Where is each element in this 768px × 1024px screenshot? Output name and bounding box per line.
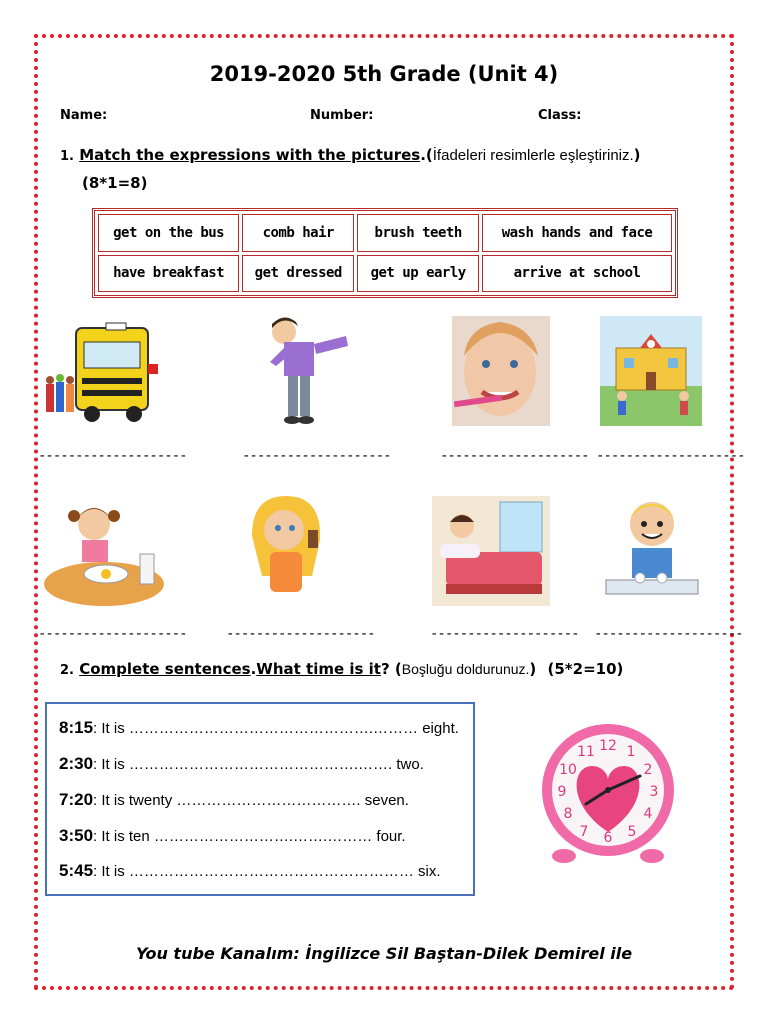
q2-question: What time is it [256,660,381,678]
sentence-start: : It is [93,863,129,880]
q2-turkish: Boşluğu doldurunuz. [401,661,530,677]
class-label: Class: [538,108,582,123]
boy-washing-hands-picture [602,494,702,604]
q2-paren-close: ) [529,660,537,678]
sentences-box [45,702,475,896]
q1-turkish: İfadeleri resimlerle eşleştiriniz. [432,147,634,164]
answer-blank[interactable]: -------------------- [38,448,187,464]
alarm-clock-picture [536,722,680,866]
sentence-row [59,826,406,846]
fill-blank[interactable]: ………………………………………….……… [128,720,419,737]
fill-blank[interactable]: ……………………….…….……… [153,828,373,845]
answer-blank[interactable]: -------------------- [242,448,391,464]
q1-instruction: Match the expressions with the pictures [79,146,421,164]
q2-question-mark: ? [380,660,390,678]
name-label: Name: [60,108,108,123]
q2-period: . [250,660,257,678]
q2-number: 2. [60,663,74,678]
expression-cell: arrive at school [482,255,672,293]
clock-number: 10 [559,762,577,778]
expressions-table [92,208,678,298]
fill-blank[interactable]: ………………………………………………… [128,863,414,880]
time-label: 3:50 [59,826,94,845]
sentence-end: eight. [418,720,459,737]
clock-number: 7 [579,824,589,840]
sentence-start: : It is twenty [93,792,177,809]
answer-blank[interactable]: -------------------- [440,448,589,464]
table-row [98,214,672,252]
clock-number: 11 [577,744,595,760]
boy-dressing-picture [262,314,350,426]
q1-number: 1. [60,149,74,164]
clock-number: 6 [603,830,613,846]
worksheet-title: 2019-2020 5th Grade (Unit 4) [209,62,559,86]
expression-cell: get up early [357,255,479,293]
clock-number: 1 [626,744,636,760]
sentence-row [59,861,441,881]
answer-blank[interactable]: -------------------- [594,626,743,642]
sentence-end: four. [372,828,406,845]
expression-cell: get dressed [242,255,354,293]
sentence-start: : It is [93,756,129,773]
time-label: 7:20 [59,790,94,809]
school-building-picture [600,316,702,426]
number-label: Number: [310,108,374,123]
school-bus-picture [42,318,164,426]
sentence-end: six. [413,863,441,880]
answer-blank[interactable]: -------------------- [226,626,375,642]
girl-breakfast-picture [44,498,170,606]
footer-credit: You tube Kanalım: İngilizce Sil Baştan-Dilek Demirel ile [135,944,633,963]
q2-instruction: Complete sentences [79,660,251,678]
answer-blank[interactable]: -------------------- [430,626,579,642]
sentence-row [59,718,459,738]
sentence-start: : It is ten [93,828,154,845]
q2-points: (5*2=10) [547,660,624,678]
time-label: 5:45 [59,861,94,880]
expression-cell: brush teeth [357,214,479,252]
sentence-row [59,754,424,774]
expression-cell: wash hands and face [482,214,672,252]
expression-cell: get on the bus [98,214,239,252]
fill-blank[interactable]: ………………………………. [176,792,361,809]
clock-number: 12 [599,738,617,754]
expression-cell: have breakfast [98,255,239,293]
question-1 [60,146,641,164]
q1-paren-open: ( [425,146,433,164]
q1-paren-close: ) [633,146,641,164]
expression-cell: comb hair [242,214,354,252]
sentence-row [59,790,409,810]
girl-brushing-teeth-picture [452,316,550,426]
boy-waking-up-picture [432,496,550,606]
girl-combing-hair-picture [242,496,330,600]
clock-number: 5 [627,824,637,840]
q1-period: . [420,146,426,164]
clock-number: 4 [643,806,653,822]
sentence-start: : It is [93,720,129,737]
time-label: 2:30 [59,754,94,773]
clock-number: 2 [643,762,653,778]
answer-blank[interactable]: -------------------- [596,448,745,464]
q1-points: (8*1=8) [82,174,148,192]
sentence-end: seven. [360,792,409,809]
question-2 [60,660,623,678]
clock-number: 9 [557,784,567,800]
q2-paren-open: ( [394,660,402,678]
sentence-end: two. [392,756,424,773]
time-label: 8:15 [59,718,94,737]
clock-number: 8 [563,806,573,822]
table-row [98,255,672,293]
clock-number: 3 [649,784,659,800]
fill-blank[interactable]: ……………………………………….……. [128,756,393,773]
answer-blank[interactable]: -------------------- [38,626,187,642]
